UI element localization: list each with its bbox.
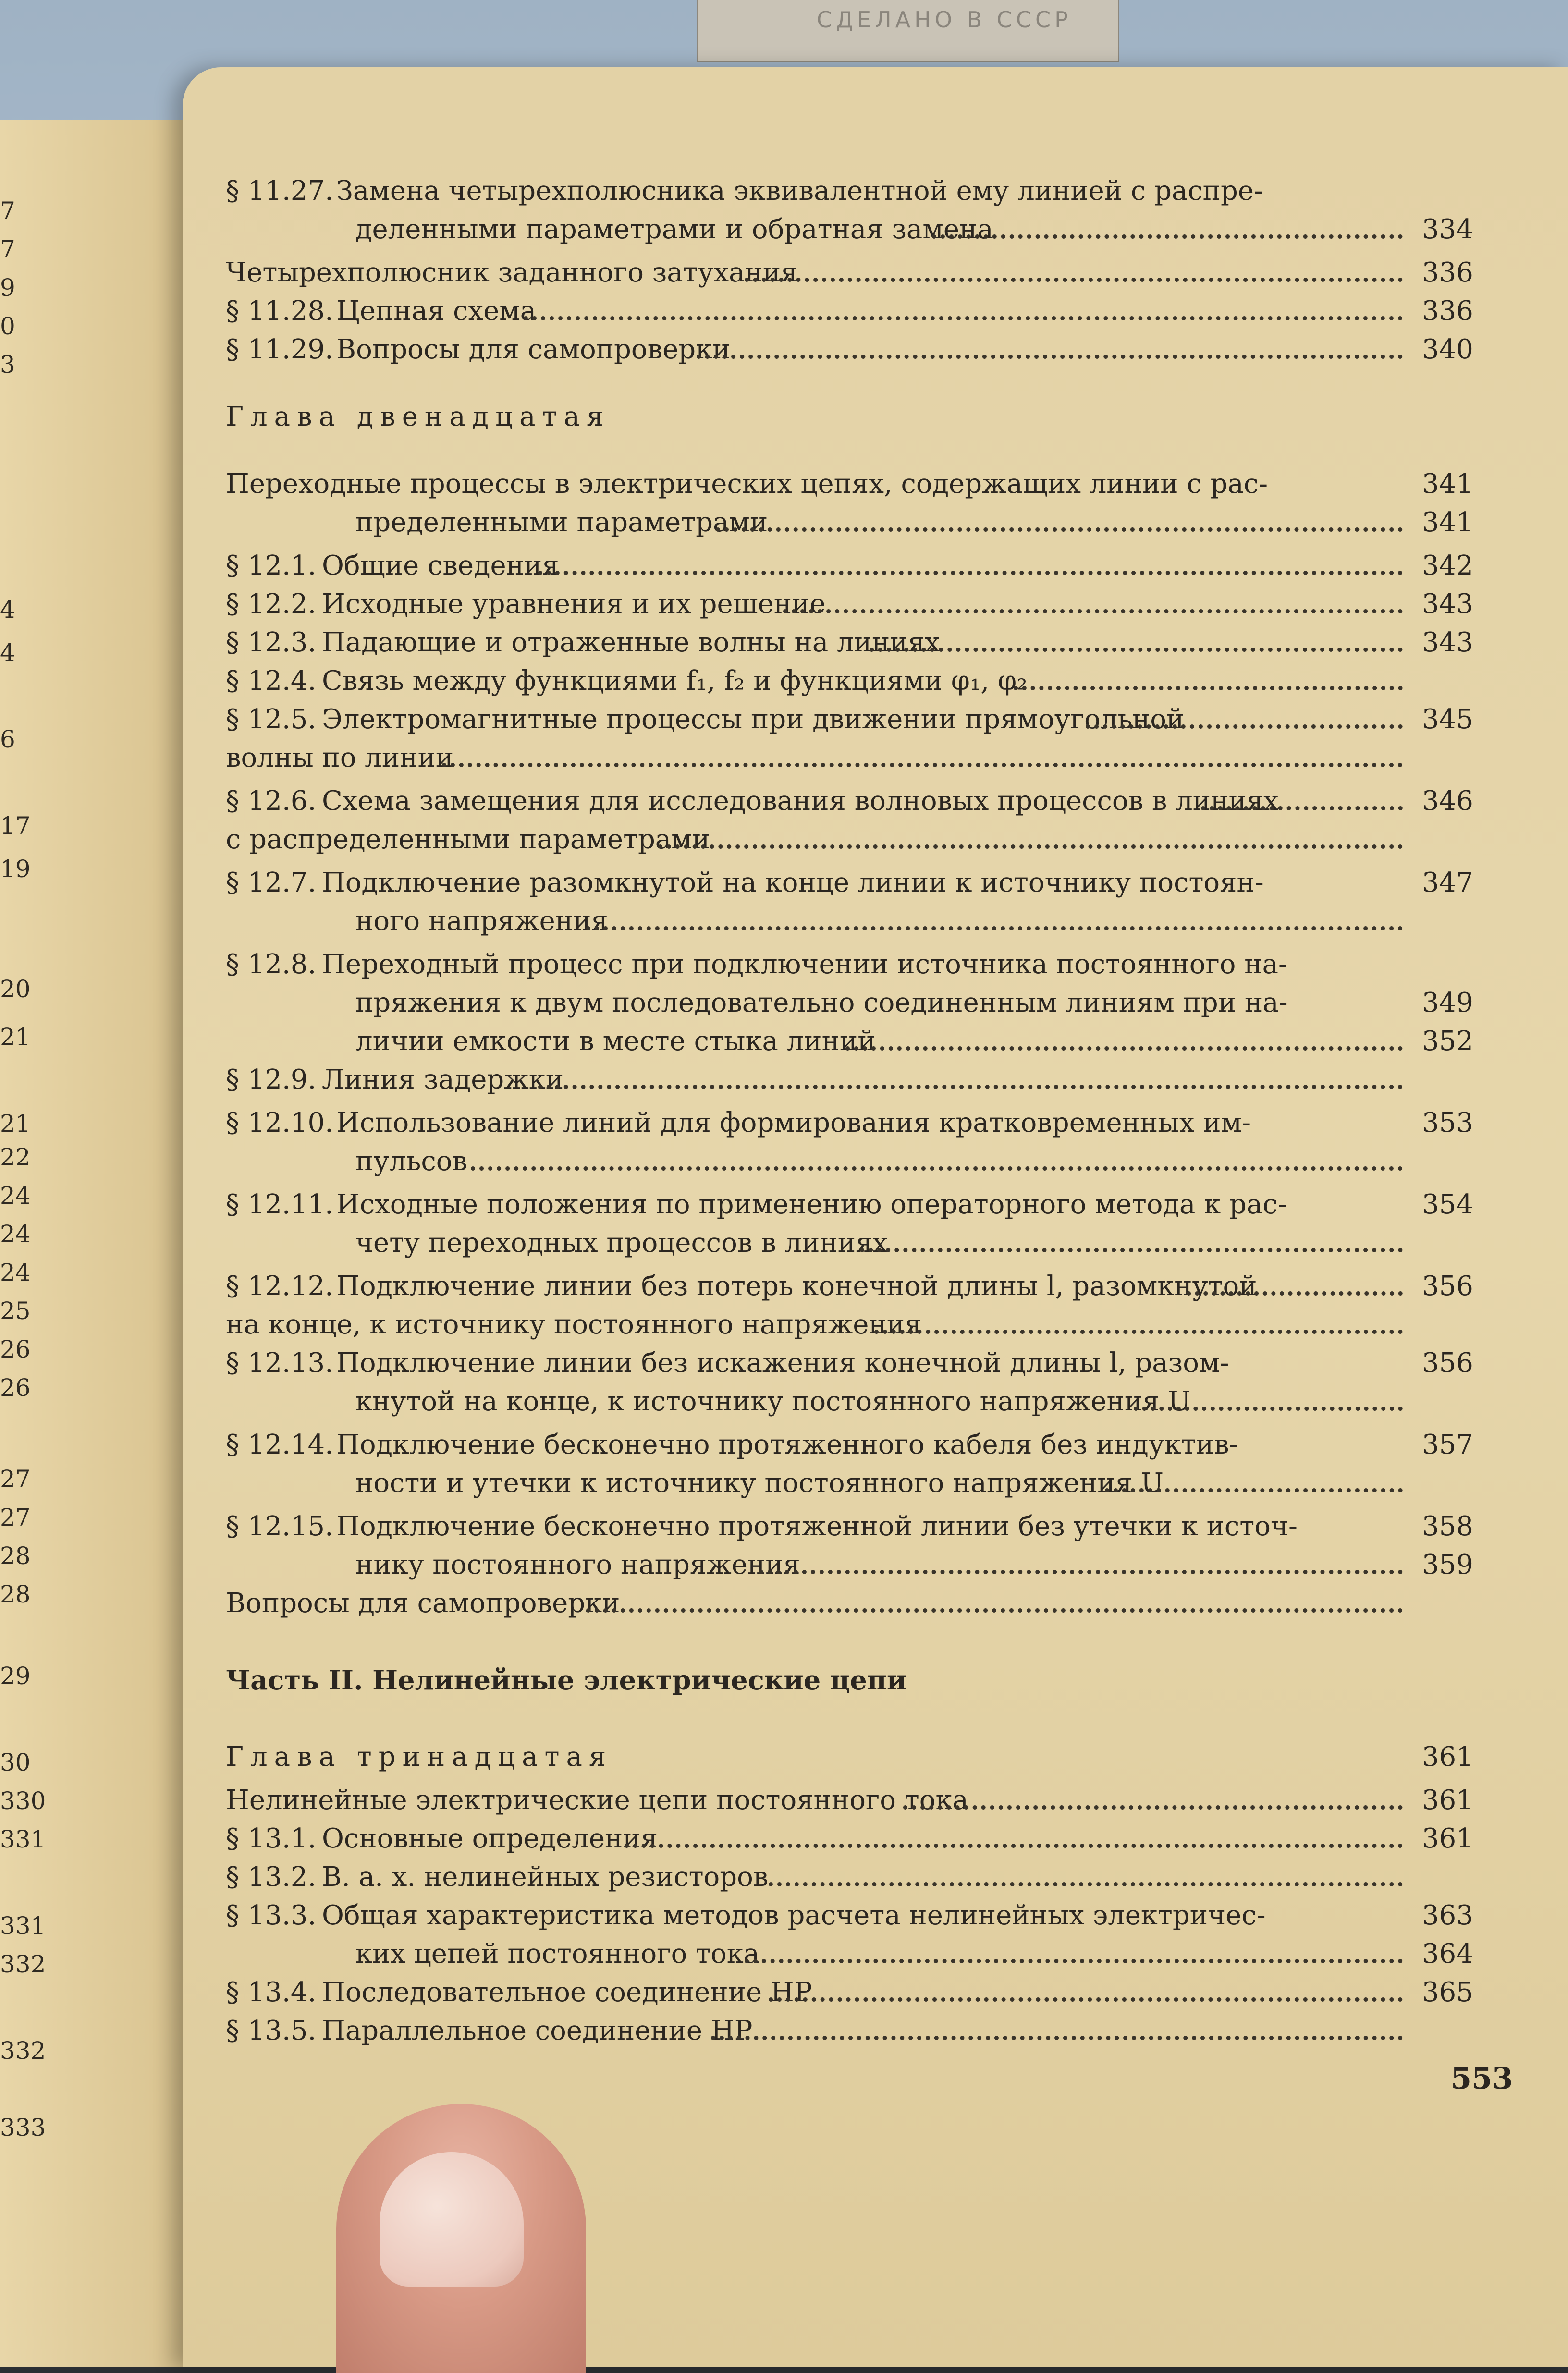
toc-entry-title: Подключение бесконечно протяженного кабеля без индуктив-	[336, 1429, 1238, 1460]
toc-section-number: § 12.6.	[226, 785, 317, 817]
left-page-number: 0	[0, 312, 15, 340]
dot-leader	[538, 571, 1403, 575]
toc-entry-title: Переходный процесс при подключении источника постоянного на-	[322, 949, 1287, 980]
left-page-number: 28	[0, 1542, 31, 1570]
left-page-number: 27	[0, 1504, 31, 1531]
toc-page-number: 356	[1422, 1347, 1473, 1379]
toc-section-number: § 11.27.	[226, 175, 333, 207]
toc-page-number: 359	[1422, 1549, 1473, 1580]
left-page-number: 22	[0, 1143, 31, 1171]
toc-section-number: § 12.4.	[226, 665, 317, 697]
toc-section-number: § 12.9.	[226, 1064, 317, 1095]
toc-entry-title: Подключение разомкнутой на конце линии к источнику постоян-	[322, 867, 1264, 898]
toc-entry-title: волны по линии	[226, 742, 454, 773]
dot-leader	[471, 1166, 1403, 1171]
toc-entry-title: Основные определения	[322, 1823, 658, 1854]
left-page-number: 332	[0, 2037, 46, 2065]
left-page-number: 330	[0, 1787, 46, 1815]
toc-section-number: § 12.10.	[226, 1107, 333, 1138]
left-page-number: 17	[0, 812, 31, 840]
dot-leader	[538, 1085, 1403, 1089]
toc-entry-title: Подключение линии без искажения конечной длины l, разом-	[336, 1347, 1229, 1379]
toc-page-number: 341	[1422, 507, 1473, 538]
left-page-number: 26	[0, 1335, 31, 1363]
left-page-number: 24	[0, 1182, 31, 1210]
chapter-heading: Глава тринадцатая	[226, 1741, 613, 1773]
toc-page-number: 343	[1422, 588, 1473, 620]
toc-page-number: 353	[1422, 1107, 1473, 1138]
dot-leader	[658, 844, 1403, 849]
toc-entry-title: деленными параметрами и обратная замена	[355, 214, 993, 245]
toc-entry-title: Вопросы для самопроверки	[336, 334, 731, 365]
dot-leader	[586, 926, 1403, 930]
toc-entry-title: Электромагнитные процессы при движении прямоугольной	[322, 704, 1185, 735]
dot-leader	[759, 1570, 1403, 1574]
left-page-number: 20	[0, 975, 31, 1003]
toc-entry-title: нику постоянного напряжения	[355, 1549, 800, 1580]
toc-entry-title: Вопросы для самопроверки	[226, 1588, 620, 1619]
toc-section-number: § 12.8.	[226, 949, 317, 980]
toc-entry-title: В. а. х. нелинейных резисторов	[322, 1861, 769, 1893]
left-page-number: 30	[0, 1749, 31, 1776]
toc-page-number: 341	[1422, 468, 1473, 500]
toc-entry-title: Связь между функциями f₁, f₂ и функциями φ₁, φ₂	[322, 665, 1028, 697]
left-page-number: 29	[0, 1662, 31, 1690]
toc-entry-title: Цепная схема	[336, 295, 537, 327]
toc-page-number: 354	[1422, 1189, 1473, 1220]
toc-entry-title: Общая характеристика методов расчета нелинейных электричес-	[322, 1900, 1266, 1931]
toc-page-number: 357	[1422, 1429, 1473, 1460]
left-page-number: 21	[0, 1110, 31, 1138]
dot-leader	[783, 609, 1403, 613]
toc-page-number: 340	[1422, 334, 1473, 365]
toc-page-number: 349	[1422, 987, 1473, 1018]
dot-leader	[711, 2036, 1403, 2040]
toc-section-number: § 13.4.	[226, 1977, 317, 2008]
dot-leader	[769, 1882, 1403, 1886]
dot-leader	[1105, 1488, 1403, 1492]
toc-page-number: 334	[1422, 214, 1473, 245]
dot-leader	[442, 763, 1403, 767]
toc-page-number: 342	[1422, 550, 1473, 581]
left-page-number: 27	[0, 1465, 31, 1493]
toc-entry-title: Переходные процессы в электрических цепях, содержащих линии с рас-	[226, 468, 1268, 500]
toc-section-number: § 12.15.	[226, 1511, 333, 1542]
toc-page-number: 347	[1422, 867, 1473, 898]
toc-entry-title: Схема замещения для исследования волновых процессов в линиях	[322, 785, 1279, 817]
left-page-number: 28	[0, 1580, 31, 1608]
left-page-edge	[0, 120, 211, 2367]
toc-section-number: § 12.2.	[226, 588, 317, 620]
toc-entry-title: Параллельное соединение НР	[322, 2015, 753, 2046]
toc-section-number: § 13.3.	[226, 1900, 317, 1931]
book-page	[183, 67, 1568, 2367]
toc-section-number: § 13.5.	[226, 2015, 317, 2046]
dot-leader	[697, 355, 1403, 359]
toc-entry-title: Использование линий для формирования кратковременных им-	[336, 1107, 1251, 1138]
left-page-number: 6	[0, 725, 15, 753]
left-page-number: 331	[0, 1912, 46, 1940]
left-page-number: 25	[0, 1297, 31, 1325]
left-page-number: 4	[0, 639, 15, 667]
left-page-number: 4	[0, 596, 15, 624]
toc-entry-title: Подключение бесконечно протяженной линии без утечки к источ-	[336, 1511, 1298, 1542]
dot-leader	[1187, 1291, 1403, 1296]
toc-entry-title: Подключение линии без потерь конечной длины l, разомкнутой	[336, 1271, 1257, 1302]
dot-leader	[1134, 1407, 1403, 1411]
toc-entry-title: ких цепей постоянного тока	[355, 1938, 760, 1969]
toc-section-number: § 11.28.	[226, 295, 333, 327]
toc-section-number: § 13.1.	[226, 1823, 317, 1854]
toc-section-number: § 12.7.	[226, 867, 317, 898]
left-page-number: 7	[0, 235, 15, 263]
toc-page-number: 364	[1422, 1938, 1473, 1969]
toc-page-number: 358	[1422, 1511, 1473, 1542]
toc-entry-title: Нелинейные электрические цепи постоянного тока	[226, 1785, 968, 1816]
toc-entry-title: чету переходных процессов в линиях	[355, 1227, 888, 1259]
toc-page-number: 336	[1422, 257, 1473, 288]
dot-leader	[860, 1248, 1403, 1252]
ruler-label: СДЕЛАНО В СССР	[817, 7, 1072, 33]
dot-leader	[745, 1959, 1403, 1963]
toc-section-number: § 12.5.	[226, 704, 317, 735]
dot-leader	[586, 1608, 1403, 1613]
toc-entry-title: пределенными параметрами	[355, 507, 768, 538]
toc-entry-title: Четырехполюсник заданного затухания	[226, 257, 798, 288]
toc-page-number: 356	[1422, 1271, 1473, 1302]
dot-leader	[1086, 724, 1403, 729]
toc-entry-title: Замена четырехполюсника эквивалентной ему линией с распре-	[336, 175, 1263, 207]
toc-entry-title: с распределенными параметрами	[226, 824, 710, 855]
dot-leader	[903, 1805, 1403, 1810]
left-page-number: 333	[0, 2114, 46, 2141]
toc-entry-title: ного напряжения	[355, 905, 608, 937]
toc-page-number: 336	[1422, 295, 1473, 327]
toc-entry-title: пульсов	[355, 1146, 467, 1177]
toc-entry-title: ности и утечки к источнику постоянного напряжения U	[355, 1468, 1164, 1499]
part-heading: Часть II. Нелинейные электрические цепи	[226, 1664, 907, 1696]
toc-section-number: § 12.3.	[226, 627, 317, 658]
toc-entry-title: Падающие и отраженные волны на линиях	[322, 627, 940, 658]
chapter-heading: Глава двенадцатая	[226, 401, 611, 432]
left-page-number: 3	[0, 351, 15, 379]
page-number: 553	[1451, 2061, 1513, 2096]
thumbnail-nail	[380, 2152, 524, 2287]
toc-page-number: 361	[1422, 1785, 1473, 1816]
toc-section-number: § 12.12.	[226, 1271, 333, 1302]
dot-leader	[874, 1330, 1403, 1334]
toc-section-number: § 12.14.	[226, 1429, 333, 1460]
toc-section-number: § 11.29.	[226, 334, 333, 365]
toc-entry-title: Линия задержки	[322, 1064, 564, 1095]
toc-page-number: 363	[1422, 1900, 1473, 1931]
toc-entry-title: Исходные положения по применению операторного метода к рас-	[336, 1189, 1287, 1220]
left-page-number: 9	[0, 274, 15, 302]
toc-section-number: § 12.11.	[226, 1189, 333, 1220]
dot-leader	[769, 1997, 1403, 2002]
dot-leader	[1201, 806, 1403, 810]
toc-page-number: 352	[1422, 1026, 1473, 1057]
toc-entry-title: Исходные уравнения и их решение	[322, 588, 826, 620]
dot-leader	[524, 316, 1403, 320]
left-page-number: 332	[0, 1950, 46, 1978]
dot-leader	[716, 527, 1403, 532]
toc-page-number: 361	[1422, 1741, 1473, 1773]
toc-entry-title: Общие сведения	[322, 550, 559, 581]
toc-page-number: 343	[1422, 627, 1473, 658]
left-page-number: 24	[0, 1259, 31, 1286]
toc-entry-title: Последовательное соединение НР	[322, 1977, 812, 2008]
dot-leader	[845, 1046, 1403, 1051]
left-page-number: 21	[0, 1023, 31, 1051]
left-page-number: 7	[0, 197, 15, 225]
toc-page-number: 361	[1422, 1823, 1473, 1854]
toc-section-number: § 12.1.	[226, 550, 317, 581]
left-page-number: 24	[0, 1220, 31, 1248]
dot-leader	[870, 648, 1403, 652]
toc-page-number: 365	[1422, 1977, 1473, 2008]
dot-leader	[932, 234, 1403, 239]
toc-section-number: § 13.2.	[226, 1861, 317, 1893]
left-page-number: 331	[0, 1825, 46, 1853]
toc-section-number: § 12.13.	[226, 1347, 333, 1379]
toc-entry-title: личии емкости в месте стыка линий	[355, 1026, 876, 1057]
toc-page-number: 346	[1422, 785, 1473, 817]
dot-leader	[625, 1844, 1403, 1848]
left-page-number: 19	[0, 855, 31, 883]
dot-leader	[1014, 686, 1403, 690]
toc-entry-title: пряжения к двум последовательно соединенным линиям при на-	[355, 987, 1288, 1018]
toc-entry-title: кнутой на конце, к источнику постоянного напряжения U	[355, 1386, 1191, 1417]
toc-entry-title: на конце, к источнику постоянного напряжения	[226, 1309, 922, 1340]
left-page-number: 26	[0, 1374, 31, 1402]
toc-page-number: 345	[1422, 704, 1473, 735]
dot-leader	[745, 278, 1403, 282]
